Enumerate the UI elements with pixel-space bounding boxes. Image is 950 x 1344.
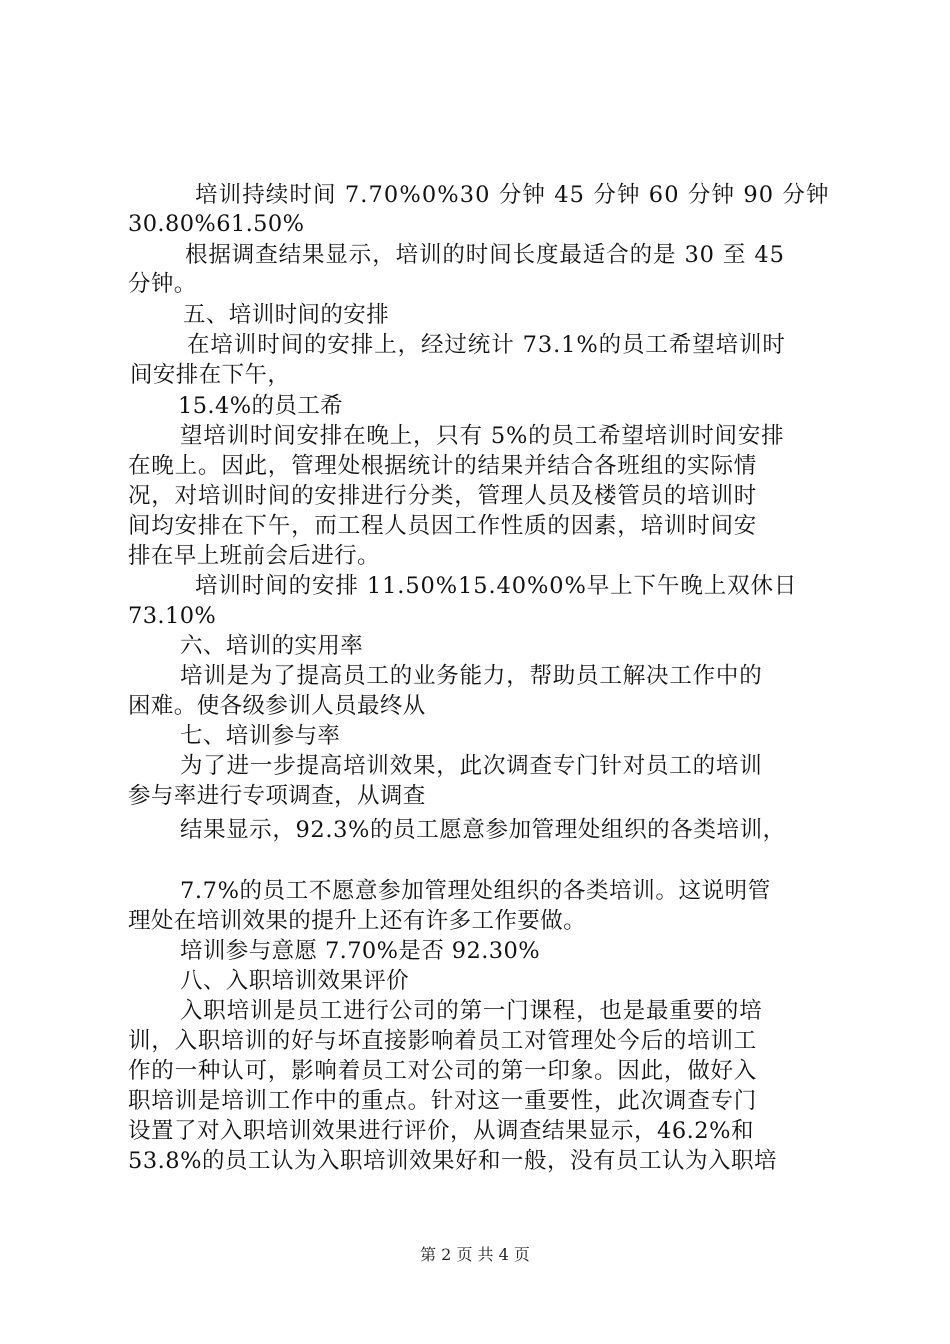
text-line: 困难。使各级参训人员最终从 bbox=[128, 693, 426, 719]
section-heading: 八、入职培训效果评价 bbox=[180, 968, 410, 994]
section-heading: 七、培训参与率 bbox=[180, 723, 341, 749]
text-line: 在晚上。因此，管理处根据统计的结果并结合各班组的实际情 bbox=[128, 453, 758, 479]
text-line: 分钟。 bbox=[128, 271, 197, 297]
text-line: 培训时间的安排 11.50%15.40%0%早上下午晚上双休日 bbox=[195, 573, 798, 599]
text-line: 15.4%的员工希 bbox=[178, 393, 344, 419]
text-line: 结果显示，92.3%的员工愿意参加管理处组织的各类培训， bbox=[180, 817, 786, 843]
text-line: 训，入职培训的好与坏直接影响着员工对管理处今后的培训工 bbox=[128, 1028, 758, 1054]
section-heading: 六、培训的实用率 bbox=[180, 633, 364, 659]
text-line: 培训参与意愿 7.70%是否 92.30% bbox=[180, 938, 540, 964]
page-footer: 第 2 页 共 4 页 bbox=[420, 1245, 530, 1264]
text-line: 参与率进行专项调查，从调查 bbox=[128, 783, 426, 809]
text-line: 间均安排在下午，而工程人员因工作性质的因素，培训时间安 bbox=[128, 513, 758, 539]
text-line: 况，对培训时间的安排进行分类，管理人员及楼管员的培训时 bbox=[128, 483, 758, 509]
text-line: 间安排在下午， bbox=[130, 362, 291, 388]
text-line: 入职培训是员工进行公司的第一门课程，也是最重要的培 bbox=[180, 998, 763, 1024]
text-line: 根据调查结果显示，培训的时间长度最适合的是 30 至 45 bbox=[185, 242, 785, 268]
text-line: 设置了对入职培训效果进行评价，从调查结果显示，46.2%和 bbox=[128, 1118, 754, 1144]
text-line: 为了进一步提高培训效果，此次调查专门针对员工的培训 bbox=[180, 753, 763, 779]
text-line: 7.7%的员工不愿意参加管理处组织的各类培训。这说明管 bbox=[180, 878, 771, 904]
text-line: 在培训时间的安排上，经过统计 73.1%的员工希望培训时 bbox=[187, 332, 786, 358]
text-line: 职培训是培训工作中的重点。针对这一重要性，此次调查专门 bbox=[128, 1088, 758, 1114]
text-line: 53.8%的员工认为入职培训效果好和一般，没有员工认为入职培 bbox=[128, 1148, 777, 1174]
text-line: 培训持续时间 7.70%0%30 分钟 45 分钟 60 分钟 90 分钟 bbox=[195, 182, 830, 208]
text-line: 30.80%61.50% bbox=[128, 211, 305, 237]
text-line: 作的一种认可，影响着员工对公司的第一印象。因此，做好入 bbox=[128, 1058, 758, 1084]
section-heading: 五、培训时间的安排 bbox=[183, 302, 390, 328]
text-line: 培训是为了提高员工的业务能力，帮助员工解决工作中的 bbox=[180, 663, 763, 689]
text-line: 排在早上班前会后进行。 bbox=[128, 543, 380, 569]
text-line: 理处在培训效果的提升上还有许多工作要做。 bbox=[128, 908, 587, 934]
text-line: 望培训时间安排在晚上，只有 5%的员工希望培训时间安排 bbox=[180, 423, 785, 449]
text-line: 73.10% bbox=[128, 603, 217, 629]
